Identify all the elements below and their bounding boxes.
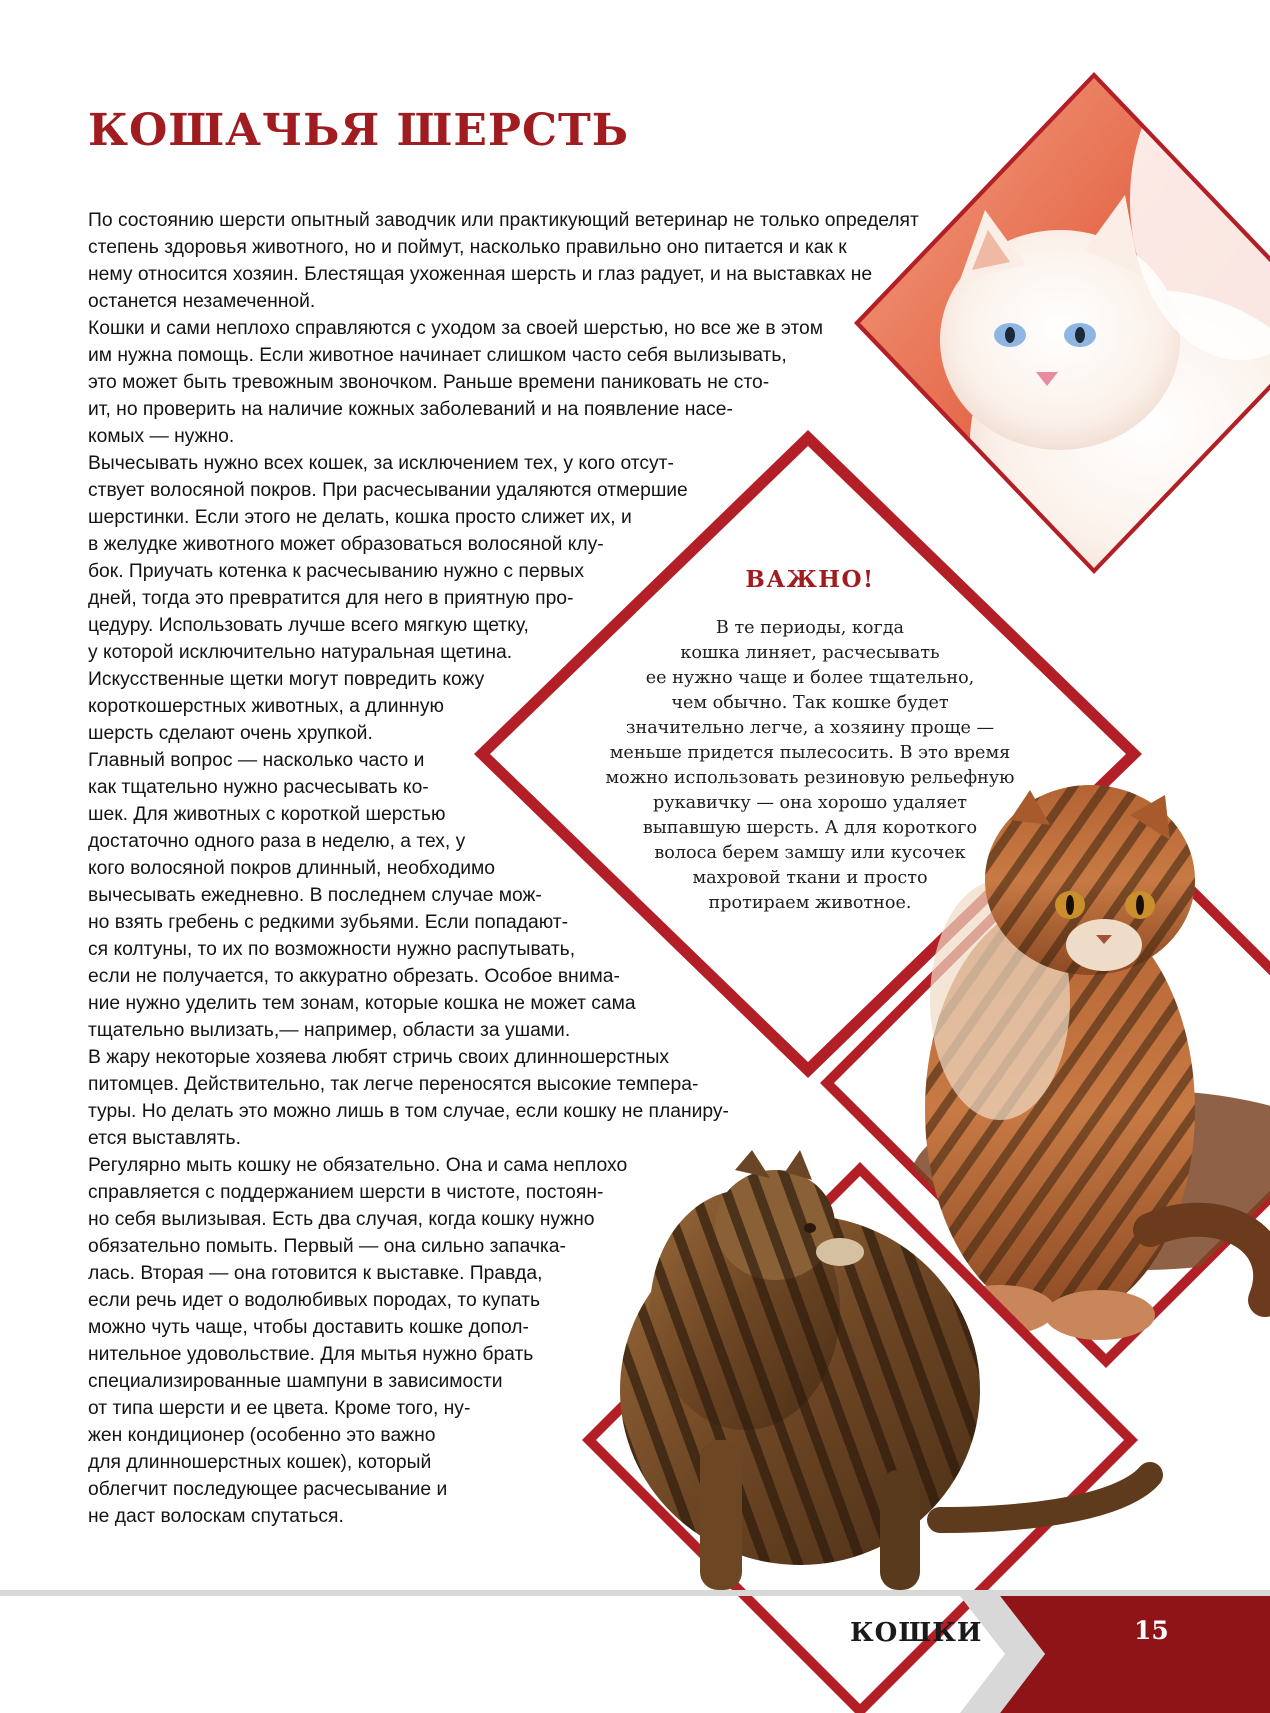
body-line: ся колтуны, то их по возможности нужно распутывать, — [88, 939, 576, 960]
body-line: короткошерстных животных, а длинную — [88, 696, 444, 717]
body-line: ит, но проверить на наличие кожных заболеваний и на появление насе- — [88, 399, 733, 420]
body-line: лась. Вторая — она готовится к выставке. Правда, — [88, 1263, 543, 1284]
body-line: В жару некоторые хозяева любят стричь своих длинношерстных — [88, 1047, 670, 1068]
body-line: это может быть тревожным звоночком. Раньше времени паниковать не сто- — [88, 372, 770, 393]
body-line: Искусственные щетки могут повредить кожу — [88, 669, 485, 690]
body-line: Кошки и сами неплохо справляются с уходом за своей шерстью, но все же в этом — [88, 318, 824, 339]
footer-section-label: КОШКИ — [850, 1618, 983, 1648]
body-line: у которой исключительно натуральная щетина. — [88, 642, 513, 663]
body-line: шерстинки. Если этого не делать, кошка просто слижет их, и — [88, 507, 632, 528]
note-line: ее нужно чаще и более тщательно, — [645, 668, 975, 688]
body-line: питомцев. Действительно, так легче переносятся высокие темпера- — [88, 1074, 699, 1095]
body-line: По состоянию шерсти опытный заводчик или практикующий ветеринар не только определят — [88, 210, 919, 231]
body-line: от типа шерсти и ее цвета. Кроме того, ну- — [88, 1398, 471, 1419]
body-line: комых — нужно. — [88, 426, 235, 447]
body-line: как тщательно нужно расчесывать ко- — [88, 777, 429, 798]
body-line: ствует волосяной покров. При расчесывании удаляются отмершие — [88, 480, 688, 501]
note-line: выпавшую шерсть. А для короткого — [642, 818, 978, 838]
body-line: дней, тогда это превратится для него в приятную про- — [88, 588, 574, 609]
body-line: шек. Для животных с короткой шерстью — [88, 804, 446, 825]
body-line: тщательно вылизать,— например, области за ушами. — [88, 1020, 571, 1041]
body-line: облегчит последующее расчесывание и — [88, 1479, 448, 1500]
body-line: вычесывать ежедневно. В последнем случае мож- — [88, 885, 542, 906]
note-line: махровой ткани и просто — [692, 868, 928, 888]
body-line: шерсть сделают очень хрупкой. — [88, 723, 373, 744]
note-line: значительно легче, а хозяину проще — — [625, 718, 995, 738]
body-line: им нужна помощь. Если животное начинает слишком часто себя вылизывать, — [88, 345, 787, 366]
body-line: достаточно одного раза в неделю, а тех, у — [88, 831, 466, 852]
body-line: кого волосяной покров длинный, необходимо — [88, 858, 495, 879]
body-line: бок. Приучать котенка к расчесыванию нужно с первых — [88, 561, 585, 582]
body-line: но взять гребень с редкими зубьями. Если попадают- — [88, 912, 568, 933]
body-line: Главный вопрос — насколько часто и — [88, 750, 425, 771]
body-line: цедуру. Использовать лучше всего мягкую щетку, — [88, 615, 529, 636]
body-line: не даст волоскам спутаться. — [88, 1506, 344, 1527]
note-line: чем обычно. Так кошке будет — [671, 693, 949, 713]
note-line: В те периоды, когда — [715, 618, 905, 638]
important-note — [580, 566, 1040, 916]
body-line: останется незамеченной. — [88, 291, 316, 312]
body-line: специализированные шампуни в зависимости — [88, 1371, 503, 1392]
body-line: справляется с поддержанием шерсти в чистоте, постоян- — [88, 1182, 604, 1203]
body-line: нему относится хозяин. Блестящая ухоженная шерсть и глаз радует, и на выставках не — [88, 264, 873, 285]
body-line: если речь идет о водолюбивых породах, то купать — [88, 1290, 540, 1311]
page-title: КОШАЧЬЯ ШЕРСТЬ — [88, 105, 630, 156]
body-line: для длинношерстных кошек), который — [88, 1452, 432, 1473]
note-line: рукавичку — она хорошо удаляет — [653, 793, 967, 813]
body-line: степень здоровья животного, но и поймут, насколько правильно оно питается и как к — [88, 237, 847, 258]
note-line: волоса берем замшу или кусочек — [654, 843, 966, 863]
body-line: нительное удовольствие. Для мытья нужно брать — [88, 1344, 534, 1365]
body-line: жен кондиционер (особенно это важно — [88, 1425, 436, 1446]
body-line: но себя вылизывая. Есть два случая, когда кошку нужно — [88, 1209, 595, 1230]
note-text — [580, 616, 1040, 916]
note-line: меньше придется пылесосить. В это время — [609, 743, 1011, 763]
body-line: можно чуть чаще, чтобы доставить кошке допол- — [88, 1317, 529, 1338]
body-line: если не получается, то аккуратно обрезать. Особое внима- — [88, 966, 620, 987]
body-line: ние нужно уделить тем зонам, которые кошка не может сама — [88, 993, 636, 1014]
body-line: обязательно помыть. Первый — она сильно запачка- — [88, 1236, 566, 1257]
body-line: Регулярно мыть кошку не обязательно. Она и сама неплохо — [88, 1155, 628, 1176]
body-line: ется выставлять. — [88, 1128, 241, 1149]
note-line: кошка линяет, расчесывать — [680, 643, 940, 663]
note-title: ВАЖНО! — [745, 566, 875, 593]
body-line: туры. Но делать это можно лишь в том случае, если кошку не планиру- — [88, 1101, 729, 1122]
note-line: протираем животное. — [708, 893, 912, 913]
footer-decor — [0, 1590, 1270, 1713]
body-line: в желудке животного может образоваться волосяной клу- — [88, 534, 604, 555]
page-number: 15 — [1134, 1616, 1169, 1645]
note-line: можно использовать резиновую рельефную — [605, 768, 1015, 788]
body-line: Вычесывать нужно всех кошек, за исключением тех, у кого отсут- — [88, 453, 674, 474]
